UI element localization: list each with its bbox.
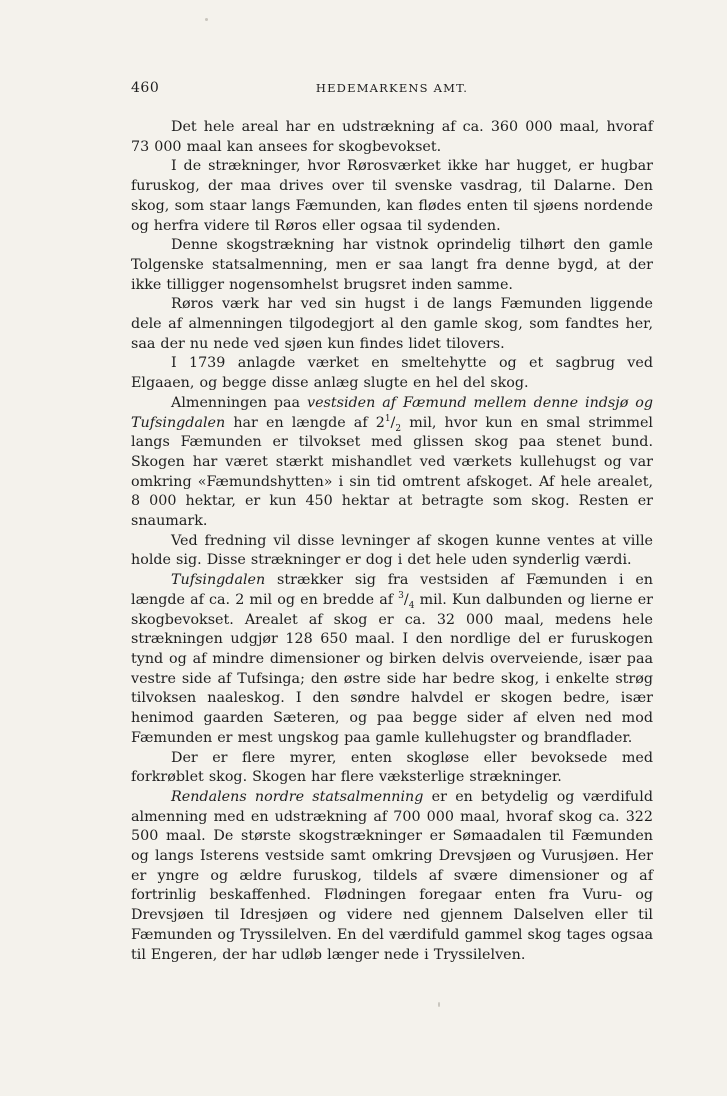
running-head xyxy=(131,80,653,104)
fraction-denominator: 2 xyxy=(395,423,402,434)
paragraph: Denne skogstrækning har vistnok oprindelig tilhørt den gamle Tolgenske statsalmenning, men er saa langt fra denne bygd, at der ikke tilligger nogensomhelst brugsret inden samme. xyxy=(131,237,653,293)
italic-place-name: vestsiden af Fæmund mellem denne indsjø og Tufsingdalen xyxy=(131,394,653,431)
fraction: $^1/_2$ xyxy=(384,413,402,434)
fraction: $^3/_4$ xyxy=(398,591,415,611)
paper-speck xyxy=(205,18,208,21)
paragraph: Røros værk har ved sin hugst i de langs Fæmunden liggende dele af almenningen tilgodegjort al den gamle skog, som fandtes her, saa der nu nede ved sjøen kun findes lidet tilovers. xyxy=(131,296,653,352)
text-run: er en betydelig og værdifuld almenning med en udstrækning af 700 000 maal, hvoraf skog ca. 322 500 maal. De største skogstrækninger er Sømaadalen til Fæmunden og langs Isterens vestside samt omkring Drevsjøen og Vurusjøen. Her er yngre og ældre furuskog, tildels af svære dimensioner og af fortrinlig beskaffenhed. Flødningen foregaar enten fra Vuru- og Drevsjøen til Idresjøen og videre ned gjennem Dalselven eller til Fæmunden og Tryssilelven. En del værdifuld gammel skog tages ogsaa til Engeren, der har udløb længer nede i Tryssilelven. xyxy=(131,788,653,963)
text-run: mil, hvor kun en smal strimmel langs Fæmunden er tilvokset med glissen skog paa stenet bund. Skogen har været stærkt mishandlet ved værkets kullehugst og var omkring «Fæmundshytten» i sin tid omtrent afskoget. Af hele arealet, 8 000 hektar, er kun 450 hektar at betragte som skog. Resten er snaumark. xyxy=(131,414,653,530)
paragraph: Der er flere myrer, enten skogløse eller bevoksede med forkrøblet skog. Skogen har flere væksterlige strækninger. xyxy=(131,749,653,786)
paragraph: Det hele areal har en udstrækning af ca. 360 000 maal, hvoraf 73 000 maal kan ansees for skogbevokset. xyxy=(131,119,653,155)
paragraph xyxy=(131,571,653,748)
text-run: Almenningen paa xyxy=(171,394,307,411)
text-run: strækker sig fra vestsiden af Fæmunden i en længde af ca. 2 mil og en bredde af xyxy=(131,572,653,608)
text-run: mil. Kun dalbunden og lierne er skogbevokset. Arealet af skog er ca. 32 000 maal, medens hele strækningen udgjør 128 650 maal. I den nordlige del er furuskogen tynd og af mindre dimensioner og birken delvis overveiende, især paa vestre side af Tufsinga; den østre side har bedre skog, i enkelte strøg tilvoksen naaleskog. I den søndre halvdel er skogen bedre, især henimod gaarden Sæteren, og paa begge sider af elven ned mod Fæmunden er mest ungskog paa gamle kullehugster og brandflader. xyxy=(131,591,653,746)
paper-speck xyxy=(438,1002,440,1007)
paragraph: Ved fredning vil disse levninger af skogen kunne ventes at ville holde sig. Disse strækninger er dog i det hele uden synderlig værdi. xyxy=(131,532,653,569)
paragraph: I de strækninger, hvor Rørosværket ikke har hugget, er hugbar furuskog, der maa drives over til svenske vasdrag, til Dalarne. Den skog, som staar langs Fæmunden, kan flødes enten til sjøens nordende og herfra videre til Røros eller ogsaa til sydenden. xyxy=(131,158,653,234)
fraction-numerator: 1 xyxy=(384,413,391,424)
fraction-numerator: 3 xyxy=(398,591,404,602)
paragraph xyxy=(131,394,653,532)
page-number: 460 xyxy=(131,80,160,96)
text-run: har en længde af 2 xyxy=(225,414,385,431)
fraction-denominator: 4 xyxy=(408,600,415,611)
body-text xyxy=(131,118,653,965)
paragraph xyxy=(131,788,653,965)
running-title: HEDEMARKENS AMT. xyxy=(315,81,469,95)
italic-place-name: Rendalens nordre statsalmenning xyxy=(171,788,424,805)
paragraph: I 1739 anlagde værket en smeltehytte og et sagbrug ved Elgaaen, og begge disse anlæg slugte en hel del skog. xyxy=(131,355,653,392)
italic-place-name: Tufsingdalen xyxy=(171,572,266,589)
